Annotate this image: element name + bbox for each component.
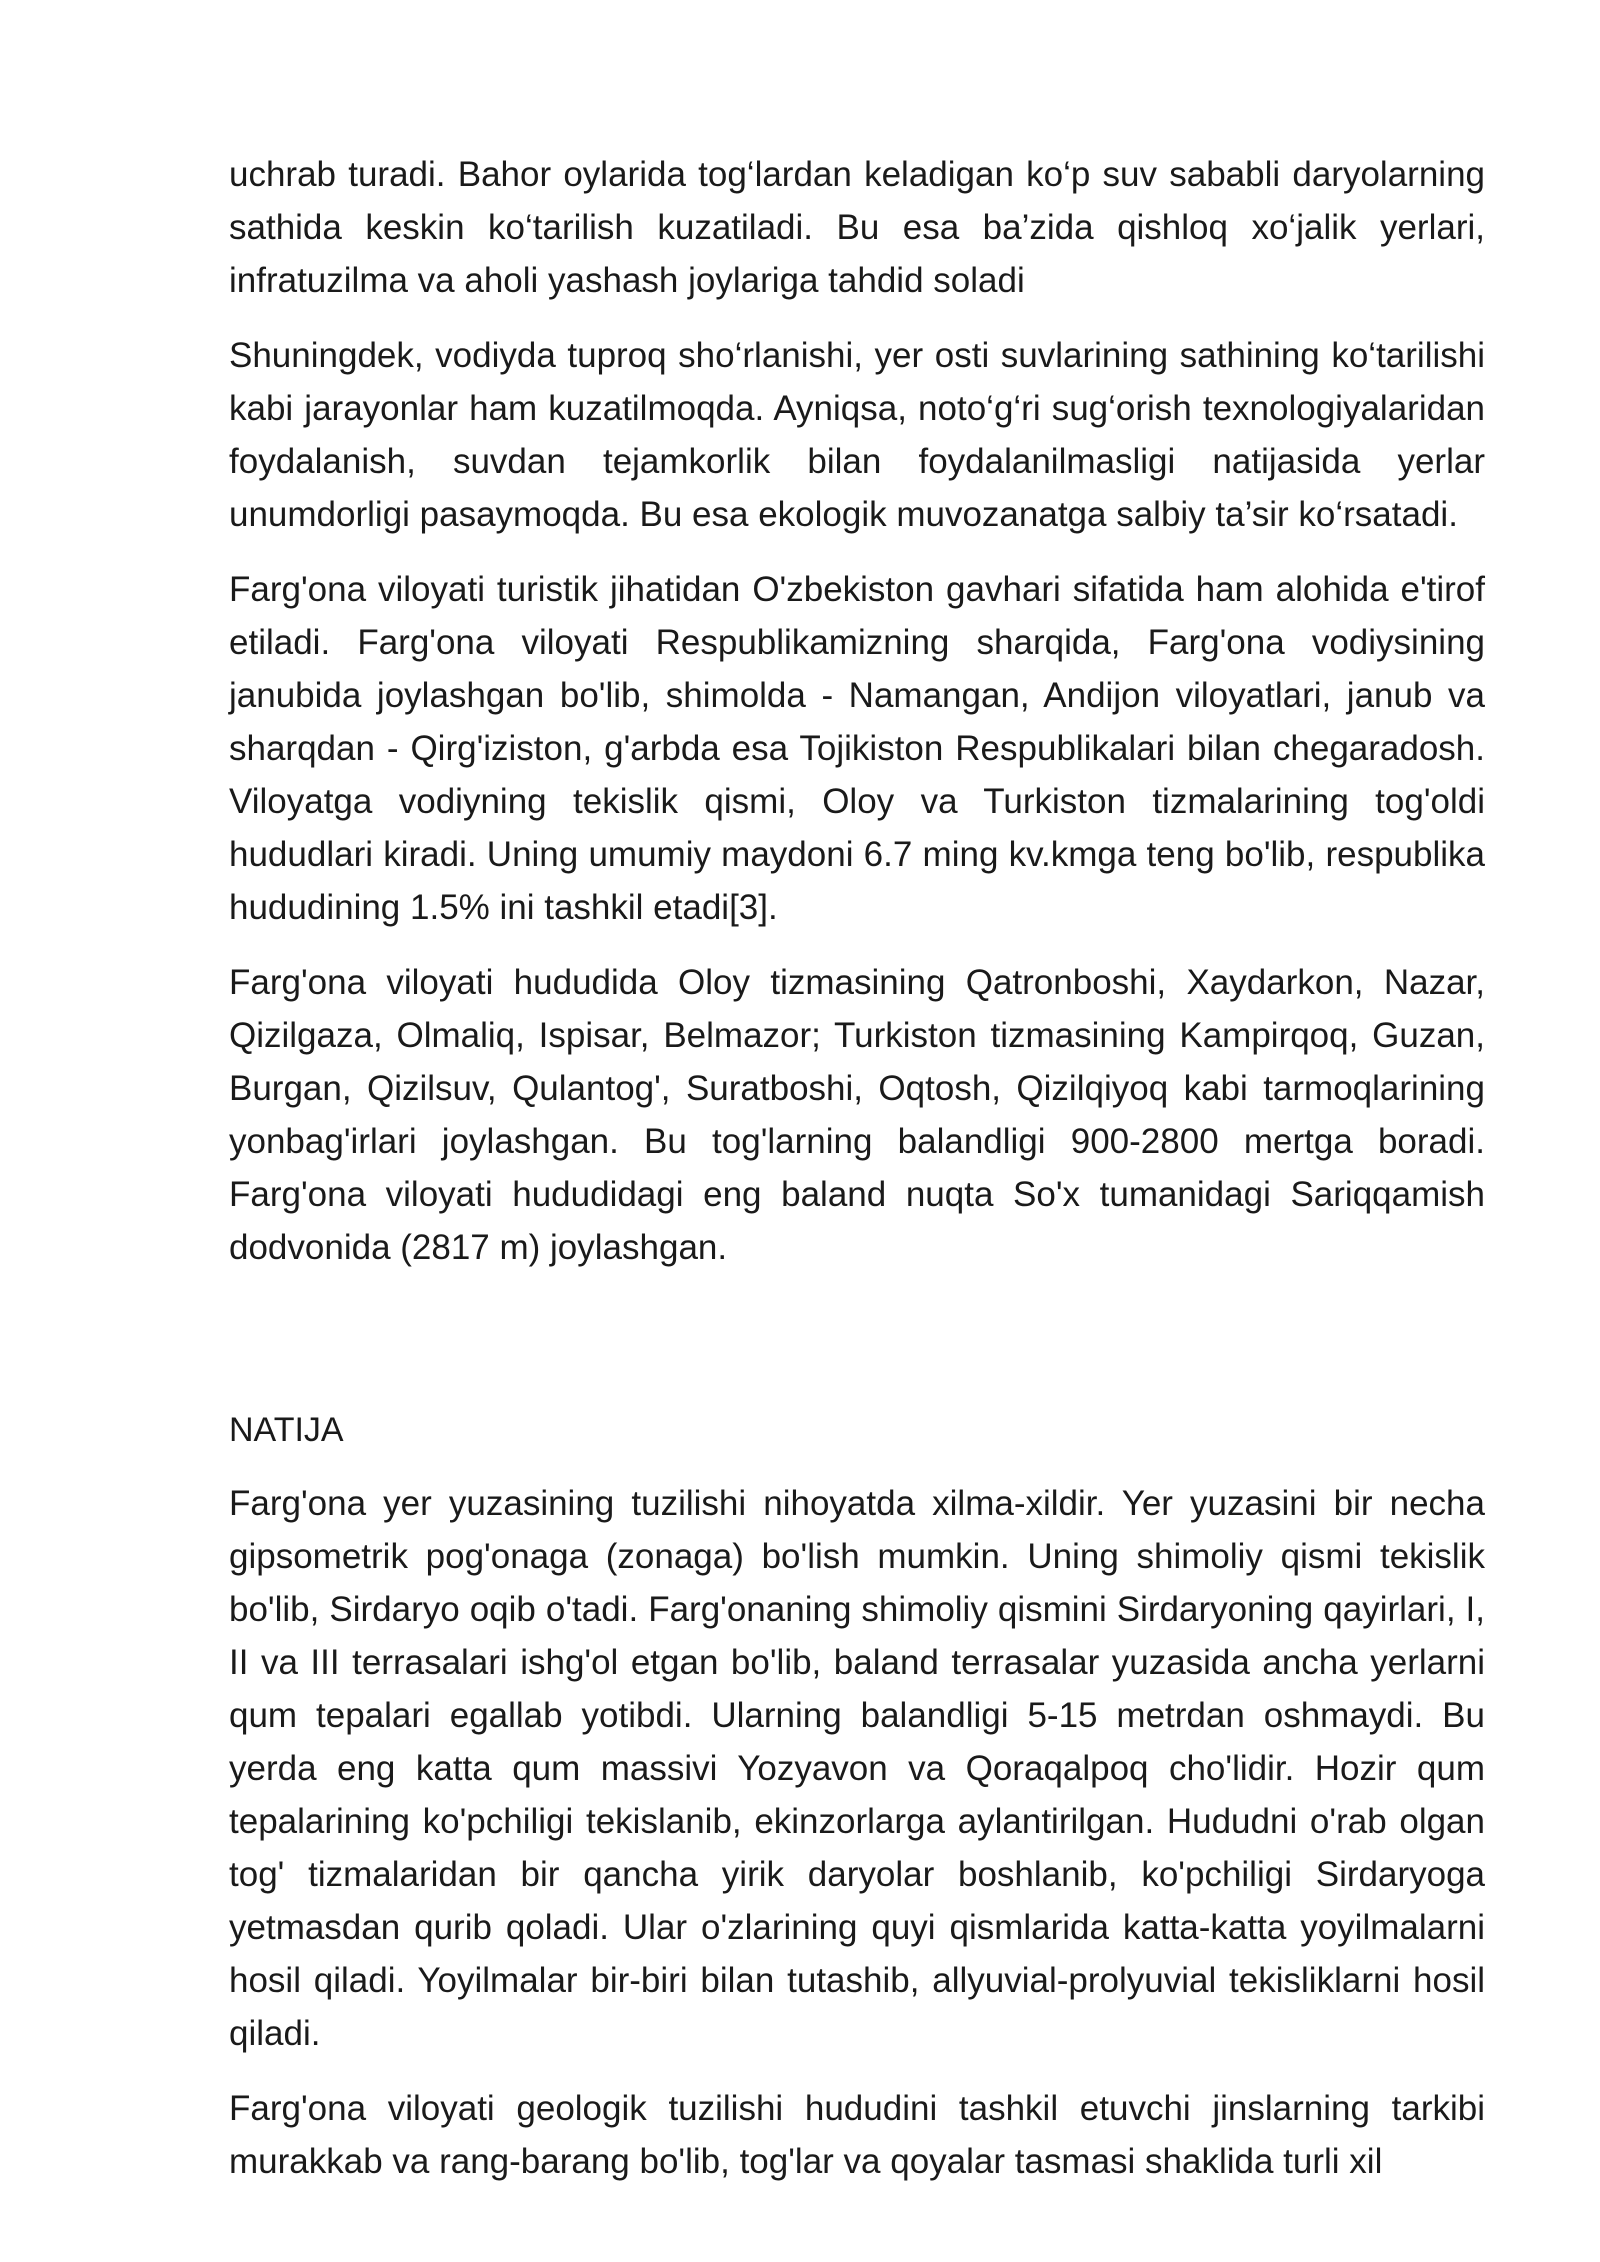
paragraph-soil-salinization: Shuningdek, vodiyda tuproq sho‘rlanishi, yer osti suvlarining sathining ko‘tarilishi kabi jarayonlar ham kuzatilmoqda. Ayniqsa, noto‘g‘ri sug‘orish texnologiyalaridan foydalanish, suvdan tejamkorlik bilan foydalanilmasligi natijasida yerlar unumdorligi pasaymoqda. Bu esa ekologik muvozanatga salbiy ta’sir ko‘rsatadi. [229,336,1485,534]
paragraph-mountain-ranges: Farg'ona viloyati hududida Oloy tizmasining Qatronboshi, Xaydarkon, Nazar, Qizilgaza, Olmaliq, Ispisar, Belmazor; Turkiston tizmasining Kampirqoq, Guzan, Burgan, Qizilsuv, Qulantog', Suratboshi, Oqtosh, Qizilqiyoq kabi tarmoqlarining yonbag'irlari joylashgan. Bu tog'larning balandligi 900-2800 mertga boradi. Farg'ona viloyati hududidagi eng baland nuqta So'x tumanidagi Sariqqamish dodvonida (2817 m) joylashgan. [229,963,1485,1267]
paragraph-relief: Farg'ona yer yuzasining tuzilishi nihoyatda xilma-xildir. Yer yuzasini bir necha gipsometrik pog'onaga (zonaga) bo'lish mumkin. Uning shimoliy qismi tekislik bo'lib, Sirdaryo oqib o'tadi. Farg'onaning shimoliy qismini Sirdaryoning qayirlari, I, II va III terrasalari ishg'ol etgan bo'lib, baland terrasalar yuzasida ancha yerlarni qum tepalari egallab yotibdi. Ularning balandligi 5-15 metrdan oshmaydi. Bu yerda eng katta qum massivi Yozyavon va Qoraqalpoq cho'lidir. Hozir qum tepalarining ko'pchiligi tekislanib, ekinzorlarga aylantirilgan. Hududni o'rab olgan tog' tizmalaridan bir qancha yirik daryolar boshlanib, ko'pchiligi Sirdaryoga yetmasdan qurib qoladi. Ular o'zlarining quyi qismlarida katta-katta yoyilmalarni hosil qiladi. Yoyilmalar bir-biri bilan tutashib, allyuvial-prolyuvial tekisliklarni hosil qiladi. [229,1484,1485,2053]
paragraph-geology: Farg'ona viloyati geologik tuzilishi hududini tashkil etuvchi jinslarning tarkibi murakkab va rang-barang bo'lib, tog'lar va qoyalar tasmasi shaklida turli xil [229,2089,1485,2181]
paragraph-flood: uchrab turadi. Bahor oylarida tog‘lardan keladigan ko‘p suv sababli daryolarning sathida keskin ko‘tarilish kuzatiladi. Bu esa ba’zida qishloq xo‘jalik yerlari, infratuzilma va aholi yashash joylariga tahdid soladi [229,155,1485,300]
section-heading: NATIJA [229,1411,344,1449]
document-page [229,148,1485,2210]
paragraph-fergana-tourism: Farg'ona viloyati turistik jihatidan O'zbekiston gavhari sifatida ham alohida e'tirof etiladi. Farg'ona viloyati Respublikamizning sharqida, Farg'ona vodiysining janubida joylashgan bo'lib, shimolda - Namangan, Andijon viloyatlari, janub va sharqdan - Qirg'iziston, g'arbda esa Tojikiston Respublikalari bilan chegaradosh. Viloyatga vodiyning tekislik qismi, Oloy va Turkiston tizmalarining tog'oldi hududlari kiradi. Uning umumiy maydoni 6.7 ming kv.kmga teng bo'lib, respublika hududining 1.5% ini tashkil etadi[3]. [229,570,1485,927]
